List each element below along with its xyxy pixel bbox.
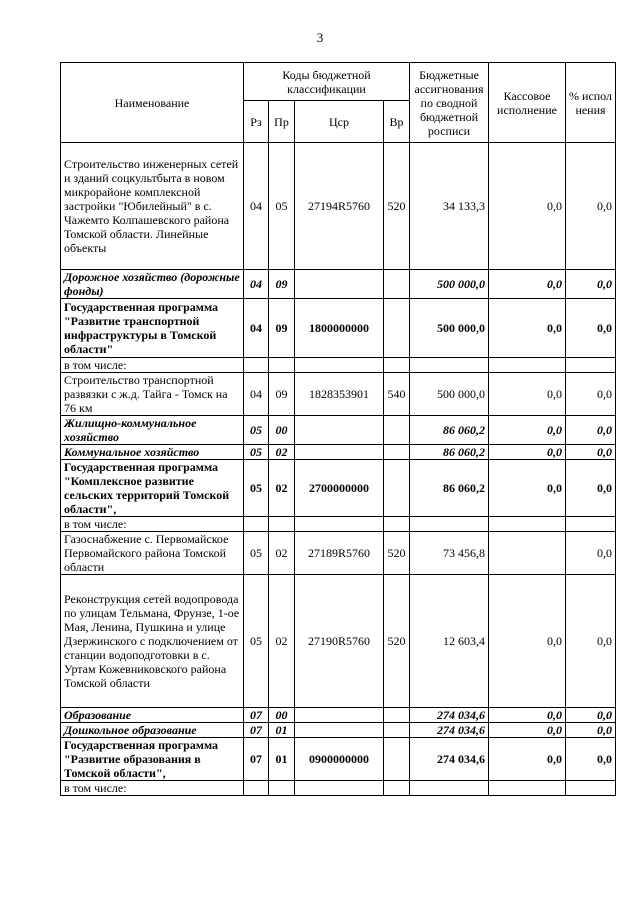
cell-assign bbox=[410, 358, 489, 373]
cell-pct bbox=[566, 781, 616, 796]
header-assignments: Бюджетные ассигнования по сводной бюджетной росписи bbox=[410, 63, 489, 143]
cell-vr: 520 bbox=[384, 532, 410, 575]
cell-name: Коммунальное хозяйство bbox=[61, 445, 244, 460]
cell-name: в том числе: bbox=[61, 517, 244, 532]
cell-cash: 0,0 bbox=[489, 460, 566, 517]
cell-cash: 0,0 bbox=[489, 143, 566, 270]
table-row bbox=[61, 723, 616, 738]
table-row bbox=[61, 143, 616, 270]
header-cash-execution: Кассовое исполнение bbox=[489, 63, 566, 143]
cell-pct bbox=[566, 517, 616, 532]
header-name: Наименование bbox=[61, 63, 244, 143]
cell-assign: 12 603,4 bbox=[410, 575, 489, 708]
cell-pr: 09 bbox=[269, 299, 295, 358]
cell-pr: 02 bbox=[269, 532, 295, 575]
cell-assign: 274 034,6 bbox=[410, 723, 489, 738]
cell-pr: 00 bbox=[269, 416, 295, 445]
cell-pct: 0,0 bbox=[566, 575, 616, 708]
cell-assign: 500 000,0 bbox=[410, 299, 489, 358]
cell-csr: 0900000000 bbox=[295, 738, 384, 781]
cell-pct: 0,0 bbox=[566, 143, 616, 270]
cell-pr bbox=[269, 517, 295, 532]
cell-pr: 02 bbox=[269, 445, 295, 460]
cell-cash: 0,0 bbox=[489, 416, 566, 445]
cell-assign bbox=[410, 517, 489, 532]
cell-vr: 520 bbox=[384, 143, 410, 270]
cell-pct: 0,0 bbox=[566, 445, 616, 460]
cell-assign: 86 060,2 bbox=[410, 416, 489, 445]
cell-cash: 0,0 bbox=[489, 299, 566, 358]
cell-rz: 05 bbox=[244, 575, 269, 708]
cell-cash bbox=[489, 517, 566, 532]
cell-rz: 05 bbox=[244, 445, 269, 460]
cell-csr: 27190R5760 bbox=[295, 575, 384, 708]
cell-name: Газоснабжение с. Первомайское Первомайского района Томской области bbox=[61, 532, 244, 575]
cell-cash: 0,0 bbox=[489, 445, 566, 460]
cell-csr: 1800000000 bbox=[295, 299, 384, 358]
cell-cash: 0,0 bbox=[489, 723, 566, 738]
table-row bbox=[61, 373, 616, 416]
cell-vr bbox=[384, 781, 410, 796]
header-percent: % испол нения bbox=[566, 63, 616, 143]
cell-pr: 09 bbox=[269, 373, 295, 416]
table-row bbox=[61, 708, 616, 723]
table-row bbox=[61, 270, 616, 299]
cell-assign: 86 060,2 bbox=[410, 445, 489, 460]
cell-assign: 73 456,8 bbox=[410, 532, 489, 575]
cell-assign: 34 133,3 bbox=[410, 143, 489, 270]
cell-rz: 04 bbox=[244, 299, 269, 358]
cell-pr: 01 bbox=[269, 738, 295, 781]
cell-csr: 2700000000 bbox=[295, 460, 384, 517]
table-row bbox=[61, 445, 616, 460]
cell-assign: 274 034,6 bbox=[410, 738, 489, 781]
cell-csr bbox=[295, 708, 384, 723]
cell-name: Образование bbox=[61, 708, 244, 723]
header-csr: Цср bbox=[295, 101, 384, 143]
header-codes: Коды бюджетной классификации bbox=[244, 63, 410, 101]
cell-vr bbox=[384, 738, 410, 781]
cell-name: Жилищно-коммунальное хозяйство bbox=[61, 416, 244, 445]
cell-name: Дорожное хозяйство (дорожные фонды) bbox=[61, 270, 244, 299]
budget-table bbox=[60, 62, 616, 796]
table-row bbox=[61, 532, 616, 575]
cell-pct: 0,0 bbox=[566, 532, 616, 575]
cell-vr bbox=[384, 299, 410, 358]
cell-csr bbox=[295, 416, 384, 445]
cell-csr bbox=[295, 270, 384, 299]
cell-name: Государственная программа "Комплексное развитие сельских территорий Томской области", bbox=[61, 460, 244, 517]
cell-vr bbox=[384, 708, 410, 723]
cell-pct: 0,0 bbox=[566, 270, 616, 299]
table-row bbox=[61, 517, 616, 532]
cell-cash bbox=[489, 532, 566, 575]
table-row bbox=[61, 416, 616, 445]
table-row bbox=[61, 299, 616, 358]
cell-name: в том числе: bbox=[61, 358, 244, 373]
cell-assign: 86 060,2 bbox=[410, 460, 489, 517]
cell-pct bbox=[566, 358, 616, 373]
cell-cash: 0,0 bbox=[489, 738, 566, 781]
cell-pr: 01 bbox=[269, 723, 295, 738]
cell-name: Реконструкция сетей водопровода по улицам Тельмана, Фрунзе, 1-ое Мая, Ленина, Пушкина и улице Дзержинского с подключением от станции водоподготовки в с. Уртам Кожевниковского района Томской области bbox=[61, 575, 244, 708]
cell-pct: 0,0 bbox=[566, 373, 616, 416]
cell-csr bbox=[295, 723, 384, 738]
cell-vr bbox=[384, 358, 410, 373]
cell-pct: 0,0 bbox=[566, 299, 616, 358]
cell-rz bbox=[244, 781, 269, 796]
cell-rz: 07 bbox=[244, 708, 269, 723]
table-row bbox=[61, 575, 616, 708]
cell-assign: 274 034,6 bbox=[410, 708, 489, 723]
page-number: 3 bbox=[316, 30, 324, 45]
cell-name: Государственная программа "Развитие образования в Томской области", bbox=[61, 738, 244, 781]
cell-pr: 00 bbox=[269, 708, 295, 723]
cell-name: Строительство транспортной развязки с ж.д. Тайга - Томск на 76 км bbox=[61, 373, 244, 416]
table-row bbox=[61, 460, 616, 517]
cell-pct: 0,0 bbox=[566, 723, 616, 738]
cell-pr: 05 bbox=[269, 143, 295, 270]
cell-pr: 02 bbox=[269, 575, 295, 708]
cell-assign: 500 000,0 bbox=[410, 270, 489, 299]
cell-pr bbox=[269, 358, 295, 373]
cell-rz bbox=[244, 517, 269, 532]
cell-rz: 04 bbox=[244, 270, 269, 299]
cell-name: Государственная программа "Развитие транспортной инфраструктуры в Томской области" bbox=[61, 299, 244, 358]
cell-assign: 500 000,0 bbox=[410, 373, 489, 416]
cell-pr bbox=[269, 781, 295, 796]
cell-cash bbox=[489, 781, 566, 796]
cell-pct: 0,0 bbox=[566, 416, 616, 445]
header-rz: Рз bbox=[244, 101, 269, 143]
cell-vr bbox=[384, 445, 410, 460]
cell-name: в том числе: bbox=[61, 781, 244, 796]
cell-csr: 27189R5760 bbox=[295, 532, 384, 575]
cell-pct: 0,0 bbox=[566, 460, 616, 517]
cell-vr bbox=[384, 723, 410, 738]
cell-pr: 09 bbox=[269, 270, 295, 299]
cell-csr bbox=[295, 445, 384, 460]
cell-cash: 0,0 bbox=[489, 708, 566, 723]
cell-vr bbox=[384, 416, 410, 445]
cell-cash: 0,0 bbox=[489, 270, 566, 299]
cell-csr: 27194R5760 bbox=[295, 143, 384, 270]
table-row bbox=[61, 781, 616, 796]
cell-cash: 0,0 bbox=[489, 575, 566, 708]
cell-pct: 0,0 bbox=[566, 738, 616, 781]
cell-vr: 520 bbox=[384, 575, 410, 708]
cell-rz: 05 bbox=[244, 532, 269, 575]
cell-vr bbox=[384, 270, 410, 299]
cell-vr bbox=[384, 517, 410, 532]
cell-rz: 05 bbox=[244, 460, 269, 517]
cell-vr: 540 bbox=[384, 373, 410, 416]
cell-rz: 05 bbox=[244, 416, 269, 445]
table-row bbox=[61, 738, 616, 781]
header-pr: Пр bbox=[269, 101, 295, 143]
cell-csr bbox=[295, 517, 384, 532]
header-vr: Вр bbox=[384, 101, 410, 143]
cell-cash bbox=[489, 358, 566, 373]
cell-csr bbox=[295, 781, 384, 796]
cell-name: Дошкольное образование bbox=[61, 723, 244, 738]
cell-vr bbox=[384, 460, 410, 517]
cell-assign bbox=[410, 781, 489, 796]
cell-name: Строительство инженерных сетей и зданий соцкультбыта в новом микрорайоне комплексной застройки "Юбилейный" в с. Чажемто Колпашевского района Томской области. Линейные объекты bbox=[61, 143, 244, 270]
cell-pr: 02 bbox=[269, 460, 295, 517]
cell-cash: 0,0 bbox=[489, 373, 566, 416]
cell-rz: 07 bbox=[244, 723, 269, 738]
cell-rz: 04 bbox=[244, 373, 269, 416]
cell-pct: 0,0 bbox=[566, 708, 616, 723]
table-row bbox=[61, 358, 616, 373]
table-body bbox=[61, 143, 616, 796]
cell-rz: 07 bbox=[244, 738, 269, 781]
cell-csr bbox=[295, 358, 384, 373]
cell-rz: 04 bbox=[244, 143, 269, 270]
cell-rz bbox=[244, 358, 269, 373]
cell-csr: 1828353901 bbox=[295, 373, 384, 416]
